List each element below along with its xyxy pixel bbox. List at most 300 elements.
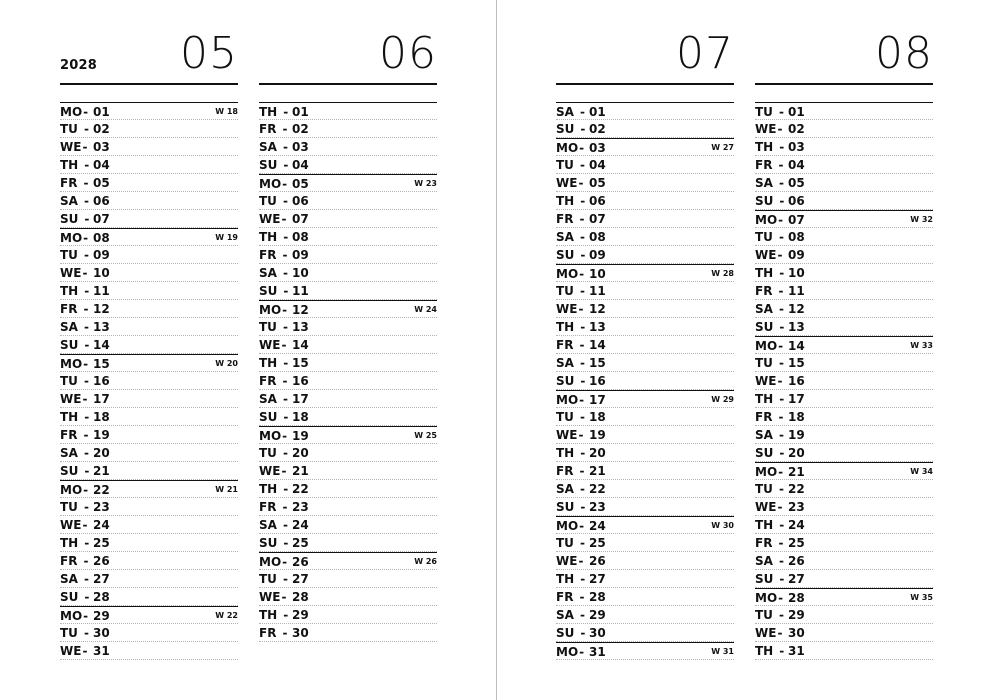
day-separator: - [777,500,783,514]
weekday-abbrev: SA [259,518,277,532]
day-row [259,372,437,390]
day-label [60,121,110,137]
weekday-abbrev: SU [556,626,575,640]
weekday-abbrev: SU [60,464,79,478]
day-separator: - [83,357,89,371]
day-row [259,498,437,516]
day-number: 23 [93,500,110,514]
day-row [259,210,437,228]
weekday-abbrev: SU [60,212,79,226]
day-row [259,192,437,210]
day-label [60,625,110,641]
day-label [556,157,606,173]
week-number: W 28 [711,269,734,278]
day-label [755,427,805,443]
weekday-abbrev: MO [755,465,778,479]
day-row [755,102,933,120]
day-number: 01 [788,105,805,119]
weekday-abbrev: SU [259,284,278,298]
day-separator: - [579,230,585,244]
day-row [556,174,734,192]
day-row [755,174,933,192]
day-separator: - [82,644,88,658]
day-row [60,480,238,498]
weekday-abbrev: TU [60,500,78,514]
weekday-abbrev: TU [755,608,773,622]
day-number: 05 [93,176,110,190]
weekday-abbrev: TU [755,230,773,244]
day-label [259,517,309,533]
day-label [60,643,110,659]
day-number: 12 [589,302,606,316]
day-separator: - [82,140,88,154]
day-label [60,427,110,443]
day-row [755,138,933,156]
weekday-abbrev: WE [60,140,82,154]
day-number: 07 [589,212,606,226]
day-number: 21 [589,464,606,478]
day-row [556,120,734,138]
weekday-abbrev: TH [556,320,575,334]
week-number: W 24 [414,305,437,314]
day-separator: - [281,590,287,604]
day-row [556,372,734,390]
day-separator: - [281,212,287,226]
day-number: 31 [93,644,110,658]
day-number: 22 [93,483,110,497]
day-number: 15 [788,356,805,370]
weekday-abbrev: SA [60,320,78,334]
day-number: 18 [589,410,606,424]
day-label [259,157,309,173]
weekday-abbrev: TH [755,140,774,154]
day-separator: - [778,339,784,353]
day-label [755,193,805,209]
day-row [556,228,734,246]
day-separator: - [579,158,585,172]
weekday-abbrev: TH [60,536,79,550]
day-separator: - [579,645,585,659]
day-number: 19 [292,429,309,443]
day-row [755,426,933,444]
year-label: 2028 [60,58,97,73]
day-separator: - [779,644,785,658]
weekday-abbrev: TU [259,572,277,586]
weekday-abbrev: WE [755,626,777,640]
day-row [259,102,437,120]
day-number: 14 [589,338,606,352]
day-label [556,445,606,461]
weekday-abbrev: SA [60,572,78,586]
day-number: 31 [788,644,805,658]
day-separator: - [84,284,90,298]
day-row [259,516,437,534]
day-separator: - [778,536,784,550]
weekday-abbrev: FR [60,428,78,442]
day-label [259,337,309,353]
day-label [259,463,309,479]
day-separator: - [282,518,288,532]
day-separator: - [779,572,785,586]
day-separator: - [283,230,289,244]
day-separator: - [83,483,89,497]
weekday-abbrev: TH [259,230,278,244]
day-separator: - [82,266,88,280]
day-row [60,192,238,210]
day-row [556,390,734,408]
day-row [60,210,238,228]
day-row [556,156,734,174]
day-label [755,355,805,371]
day-separator: - [283,158,289,172]
day-separator: - [579,212,585,226]
day-number: 06 [93,194,110,208]
weekday-abbrev: SA [556,608,574,622]
weekday-abbrev: SU [556,500,575,514]
day-row [60,516,238,534]
weekday-abbrev: SA [556,482,574,496]
day-label [755,229,805,245]
day-row [60,300,238,318]
weekday-abbrev: TU [556,284,574,298]
day-number: 25 [589,536,606,550]
day-row [755,516,933,534]
day-number: 03 [292,140,309,154]
day-number: 17 [292,392,309,406]
day-row [60,318,238,336]
day-number: 04 [788,158,805,172]
day-number: 01 [93,105,110,119]
day-row [259,174,437,192]
day-separator: - [580,194,586,208]
day-label [556,283,606,299]
day-number: 30 [93,626,110,640]
day-number: 10 [292,266,309,280]
day-label [259,589,309,605]
day-label [259,319,309,335]
day-row [556,336,734,354]
day-label [60,175,110,191]
day-row [755,300,933,318]
day-label [755,590,805,606]
day-label [60,265,110,281]
day-label [259,176,309,192]
day-number: 09 [788,248,805,262]
day-label [556,625,606,641]
day-number: 24 [788,518,805,532]
weekday-abbrev: SU [556,122,575,136]
day-number: 29 [292,608,309,622]
day-number: 25 [93,536,110,550]
day-label [556,247,606,263]
day-label [556,337,606,353]
day-label [556,373,606,389]
day-number: 12 [93,302,110,316]
day-number: 26 [93,554,110,568]
day-label [755,445,805,461]
day-label [60,517,110,533]
day-list [259,102,437,642]
day-row [755,444,933,462]
day-label [556,121,606,137]
day-label [755,212,805,228]
day-row [60,228,238,246]
day-row [60,102,238,120]
day-separator: - [778,302,784,316]
day-separator: - [579,536,585,550]
day-number: 18 [292,410,309,424]
weekday-abbrev: TU [259,194,277,208]
weekday-abbrev: WE [259,464,281,478]
day-label [259,445,309,461]
day-separator: - [580,572,586,586]
day-label [259,625,309,641]
weekday-abbrev: FR [60,176,78,190]
day-number: 30 [292,626,309,640]
day-number: 15 [93,357,110,371]
day-row [60,444,238,462]
day-row [259,444,437,462]
day-separator: - [777,626,783,640]
day-number: 13 [788,320,805,334]
day-separator: - [579,284,585,298]
day-number: 03 [589,141,606,155]
day-row [259,426,437,444]
day-row [60,606,238,624]
day-label [60,482,110,498]
day-separator: - [84,536,90,550]
day-number: 29 [93,609,110,623]
day-separator: - [778,482,784,496]
day-label [259,283,309,299]
day-label [60,283,110,299]
day-separator: - [579,338,585,352]
week-number: W 26 [414,557,437,566]
weekday-abbrev: TH [60,284,79,298]
weekday-abbrev: TH [755,644,774,658]
weekday-abbrev: WE [556,428,578,442]
day-label [755,553,805,569]
day-label [755,391,805,407]
day-label [755,625,805,641]
weekday-abbrev: TU [60,374,78,388]
weekday-abbrev: TH [556,572,575,586]
day-row [556,102,734,120]
day-separator: - [580,374,586,388]
day-separator: - [83,231,89,245]
day-number: 23 [589,500,606,514]
day-row [556,192,734,210]
day-number: 22 [292,482,309,496]
weekday-abbrev: FR [259,122,277,136]
day-number: 16 [93,374,110,388]
day-label [556,463,606,479]
month-number: 05 [180,28,238,79]
day-label [259,409,309,425]
day-row [60,624,238,642]
week-number: W 20 [215,359,238,368]
day-separator: - [777,374,783,388]
day-number: 28 [93,590,110,604]
day-separator: - [778,158,784,172]
day-number: 14 [788,339,805,353]
day-separator: - [778,176,784,190]
day-label [60,211,110,227]
day-row [259,138,437,156]
weekday-abbrev: WE [556,302,578,316]
day-row [755,642,933,660]
day-number: 24 [93,518,110,532]
day-label [556,553,606,569]
day-label [259,265,309,281]
weekday-abbrev: MO [60,609,83,623]
day-separator: - [83,122,89,136]
day-label [60,463,110,479]
day-separator: - [84,410,90,424]
weekday-abbrev: WE [60,518,82,532]
day-number: 28 [589,590,606,604]
day-row [60,426,238,444]
month-number: 06 [379,28,437,79]
week-number: W 32 [910,215,933,224]
week-number: W 30 [711,521,734,530]
weekday-abbrev: SU [60,590,79,604]
day-label [755,571,805,587]
day-row [60,534,238,552]
weekday-abbrev: MO [60,231,83,245]
day-row [60,462,238,480]
day-label [556,175,606,191]
day-label [755,104,805,120]
day-separator: - [83,446,89,460]
day-number: 05 [788,176,805,190]
week-number: W 21 [215,485,238,494]
day-number: 20 [292,446,309,460]
day-label [259,193,309,209]
day-number: 02 [93,122,110,136]
weekday-abbrev: TU [259,446,277,460]
day-separator: - [579,410,585,424]
weekday-abbrev: SA [60,194,78,208]
day-row [259,606,437,624]
day-label [259,302,309,318]
day-number: 17 [788,392,805,406]
weekday-abbrev: SA [556,105,574,119]
day-row [60,570,238,588]
day-label [259,355,309,371]
day-number: 30 [788,626,805,640]
day-row [556,606,734,624]
day-number: 26 [589,554,606,568]
day-number: 01 [589,105,606,119]
day-label [755,643,805,659]
day-separator: - [778,356,784,370]
weekday-abbrev: SU [259,158,278,172]
day-label [259,121,309,137]
day-row [259,246,437,264]
day-separator: - [579,590,585,604]
day-row [556,552,734,570]
weekday-abbrev: FR [755,410,773,424]
day-separator: - [578,176,584,190]
day-row [259,462,437,480]
day-label [60,157,110,173]
weekday-abbrev: TU [259,320,277,334]
weekday-abbrev: WE [556,554,578,568]
day-row [259,336,437,354]
day-label [259,499,309,515]
weekday-abbrev: TU [60,122,78,136]
weekday-abbrev: FR [755,284,773,298]
weekday-abbrev: SU [755,320,774,334]
day-separator: - [281,338,287,352]
weekday-abbrev: FR [60,302,78,316]
day-separator: - [83,176,89,190]
weekday-abbrev: MO [556,141,579,155]
day-list [556,102,734,660]
day-label [259,391,309,407]
weekday-abbrev: MO [556,393,579,407]
day-separator: - [779,392,785,406]
day-separator: - [579,141,585,155]
day-label [259,247,309,263]
day-number: 27 [292,572,309,586]
day-row [556,264,734,282]
day-number: 18 [93,410,110,424]
weekday-abbrev: TH [259,356,278,370]
day-number: 19 [589,428,606,442]
weekday-abbrev: TU [556,410,574,424]
day-number: 07 [93,212,110,226]
day-separator: - [578,428,584,442]
week-number: W 27 [711,143,734,152]
weekday-abbrev: FR [259,374,277,388]
day-row [259,354,437,372]
weekday-abbrev: SA [259,266,277,280]
day-label [556,518,606,534]
day-label [755,409,805,425]
day-number: 27 [589,572,606,586]
day-separator: - [83,609,89,623]
day-label [60,553,110,569]
weekday-abbrev: TU [60,248,78,262]
day-separator: - [579,482,585,496]
weekday-abbrev: FR [556,212,574,226]
day-separator: - [282,177,288,191]
day-separator: - [580,122,586,136]
day-number: 11 [292,284,309,298]
day-label [755,338,805,354]
day-number: 09 [93,248,110,262]
week-number: W 31 [711,647,734,656]
day-label [556,355,606,371]
weekday-abbrev: TU [755,105,773,119]
day-row [755,336,933,354]
day-separator: - [579,393,585,407]
day-row [259,156,437,174]
day-label [60,373,110,389]
weekday-abbrev: TU [556,536,574,550]
day-row [259,318,437,336]
day-row [556,624,734,642]
day-row [755,624,933,642]
day-separator: - [779,194,785,208]
day-number: 15 [292,356,309,370]
day-row [259,570,437,588]
weekday-abbrev: FR [259,248,277,262]
day-separator: - [83,554,89,568]
day-label [259,554,309,570]
